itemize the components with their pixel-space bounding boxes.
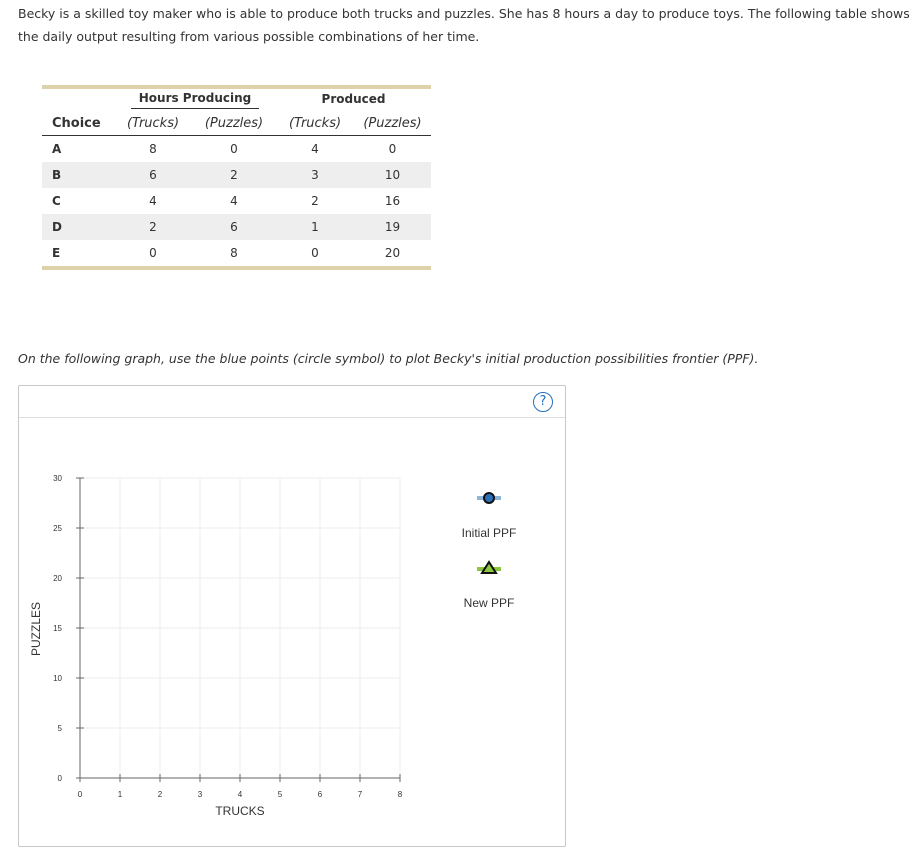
table-row: A 8 0 4 0 [52,142,397,156]
chart-axes [76,478,400,782]
y-tick-label: 0 [57,774,62,783]
output-table [42,85,431,270]
y-tick-label: 15 [53,624,62,633]
x-tick-label: 4 [237,790,243,799]
ppf-chart[interactable] [19,386,565,838]
y-tick-label: 10 [53,674,62,683]
produced-puzzles-header: (Puzzles) [354,111,431,136]
x-tick-label: 0 [77,790,83,799]
table-row: C 4 4 2 16 [52,194,401,208]
chart-grid [80,478,400,778]
produced-trucks-header: (Trucks) [276,111,354,136]
x-tick-label: 3 [197,790,203,799]
x-tick-label: 1 [117,790,123,799]
x-tick-label: 7 [357,790,363,799]
x-tick-label: 2 [157,790,163,799]
circle-marker-icon[interactable] [484,493,494,503]
new-ppf-label: New PPF [463,596,515,610]
y-tick-label: 25 [53,524,62,533]
hours-producing-header: Hours Producing [114,89,276,111]
table-row: D 2 6 1 19 [42,214,431,240]
graph-panel[interactable] [18,385,566,847]
x-tick-label: 8 [397,790,403,799]
help-icon[interactable]: ? [533,392,553,412]
graph-instruction: On the following graph, use the blue points (circle symbol) to plot Becky's initial production possibilities frontier (PPF). [18,351,759,366]
x-tick-labels [78,790,403,799]
hours-puzzles-header: (Puzzles) [192,111,276,136]
y-tick-label: 30 [53,474,62,483]
initial-ppf-tool[interactable] [462,493,517,540]
initial-ppf-label: Initial PPF [461,526,517,540]
table-row: B 6 2 3 10 [42,162,431,188]
table-row: E 0 8 0 20 [52,246,401,260]
y-axis-label: PUZZLES [29,601,43,657]
y-tick-labels [53,474,62,783]
x-axis-label: TRUCKS [215,804,265,818]
produced-header: Produced [321,91,386,106]
hours-trucks-header: (Trucks) [114,111,192,136]
x-tick-label: 6 [317,790,323,799]
intro-text: Becky is a skilled toy maker who is able to produce both trucks and puzzles. She has 8 hours a day to produce toys. The following table shows the daily output resulting from various possible combinations of her time. [18,6,910,44]
choice-header: Choice [42,111,114,136]
x-tick-label: 5 [277,790,283,799]
y-tick-label: 20 [53,574,62,583]
new-ppf-tool[interactable] [464,562,515,610]
y-tick-label: 5 [57,724,62,733]
